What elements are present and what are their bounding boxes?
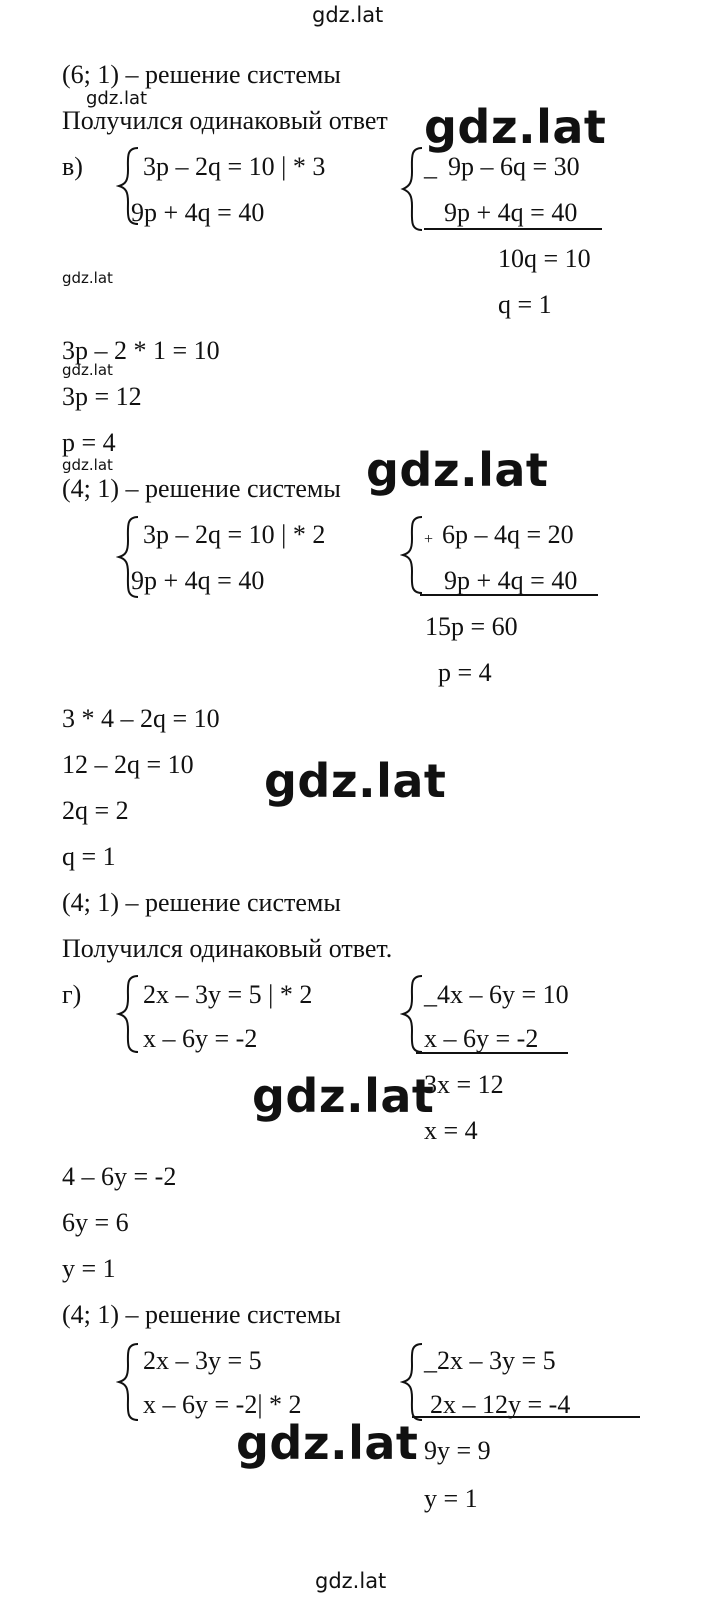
watermark-small: gdz.lat: [62, 269, 113, 287]
step-line: 4 – 6y = -2: [62, 1162, 177, 1191]
equation: 9p + 4q = 40: [444, 566, 578, 595]
step-line: 3 * 4 – 2q = 10: [62, 704, 220, 733]
left-brace-icon: [400, 1342, 426, 1422]
equation: 2x – 3y = 5: [143, 1346, 262, 1375]
answer-line: (4; 1) – решение системы: [62, 1300, 341, 1329]
result-line: p = 4: [438, 658, 492, 687]
watermark-small: gdz.lat: [62, 361, 113, 379]
step-line: y = 1: [62, 1254, 116, 1283]
result-line: 10q = 10: [498, 244, 591, 273]
watermark-bottom: gdz.lat: [315, 1569, 387, 1593]
equation: 3p – 2q = 10 | * 2: [143, 520, 326, 549]
step-line: 3p = 12: [62, 382, 142, 411]
result-line: y = 1: [424, 1484, 478, 1513]
equation: 3p – 2q = 10 | * 3: [143, 152, 326, 181]
result-line: x = 4: [424, 1116, 478, 1145]
answer-line: (6; 1) – решение системы: [62, 60, 341, 89]
section-label-v: в): [62, 152, 83, 181]
equation: 9p + 4q = 40: [444, 198, 578, 227]
left-brace-icon: [400, 515, 426, 595]
sum-underline: [412, 1416, 640, 1418]
left-brace-icon: [400, 146, 426, 232]
left-brace-icon: [400, 974, 426, 1054]
watermark-large: gdz.lat: [252, 1069, 435, 1123]
step-line: p = 4: [62, 428, 116, 457]
equation: _2x – 3y = 5: [424, 1346, 556, 1375]
equation: x – 6y = -2| * 2: [143, 1390, 302, 1419]
minus-sign: _: [424, 152, 437, 181]
left-brace-icon: [116, 1342, 142, 1422]
watermark-large: gdz.lat: [236, 1416, 419, 1470]
watermark-top: gdz.lat: [312, 3, 384, 27]
step-line: 12 – 2q = 10: [62, 750, 194, 779]
sum-underline: [424, 228, 602, 230]
equation: 9p – 6q = 30: [448, 152, 580, 181]
equation: 6p – 4q = 20: [442, 520, 574, 549]
result-line: 9y = 9: [424, 1436, 491, 1465]
watermark-small: gdz.lat: [86, 88, 148, 109]
conclusion-line: Получился одинаковый ответ.: [62, 934, 393, 963]
watermark-small: gdz.lat: [62, 456, 113, 474]
step-line: 3p – 2 * 1 = 10: [62, 336, 220, 365]
watermark-large: gdz.lat: [366, 443, 549, 497]
equation: x – 6y = -2: [424, 1024, 539, 1053]
equation: _4x – 6y = 10: [424, 980, 569, 1009]
equation: 9p + 4q = 40: [131, 566, 265, 595]
conclusion-line: Получился одинаковый ответ: [62, 106, 388, 135]
plus-sign: +: [424, 531, 434, 548]
equation: 2x – 12y = -4: [430, 1390, 571, 1419]
step-line: 2q = 2: [62, 796, 129, 825]
answer-line: (4; 1) – решение системы: [62, 474, 341, 503]
watermark-large: gdz.lat: [264, 754, 447, 808]
step-line: q = 1: [62, 842, 116, 871]
sum-underline: [420, 594, 598, 596]
equation: 2x – 3y = 5 | * 2: [143, 980, 313, 1009]
answer-line: (4; 1) – решение системы: [62, 888, 341, 917]
equation: x – 6y = -2: [143, 1024, 258, 1053]
result-line: 15p = 60: [425, 612, 518, 641]
sum-underline: [416, 1052, 568, 1054]
section-label-g: г): [62, 980, 82, 1009]
left-brace-icon: [116, 974, 142, 1054]
watermark-large: gdz.lat: [424, 100, 607, 154]
result-line: q = 1: [498, 290, 552, 319]
equation: 9p + 4q = 40: [131, 198, 265, 227]
result-line: 3x = 12: [424, 1070, 504, 1099]
step-line: 6y = 6: [62, 1208, 129, 1237]
